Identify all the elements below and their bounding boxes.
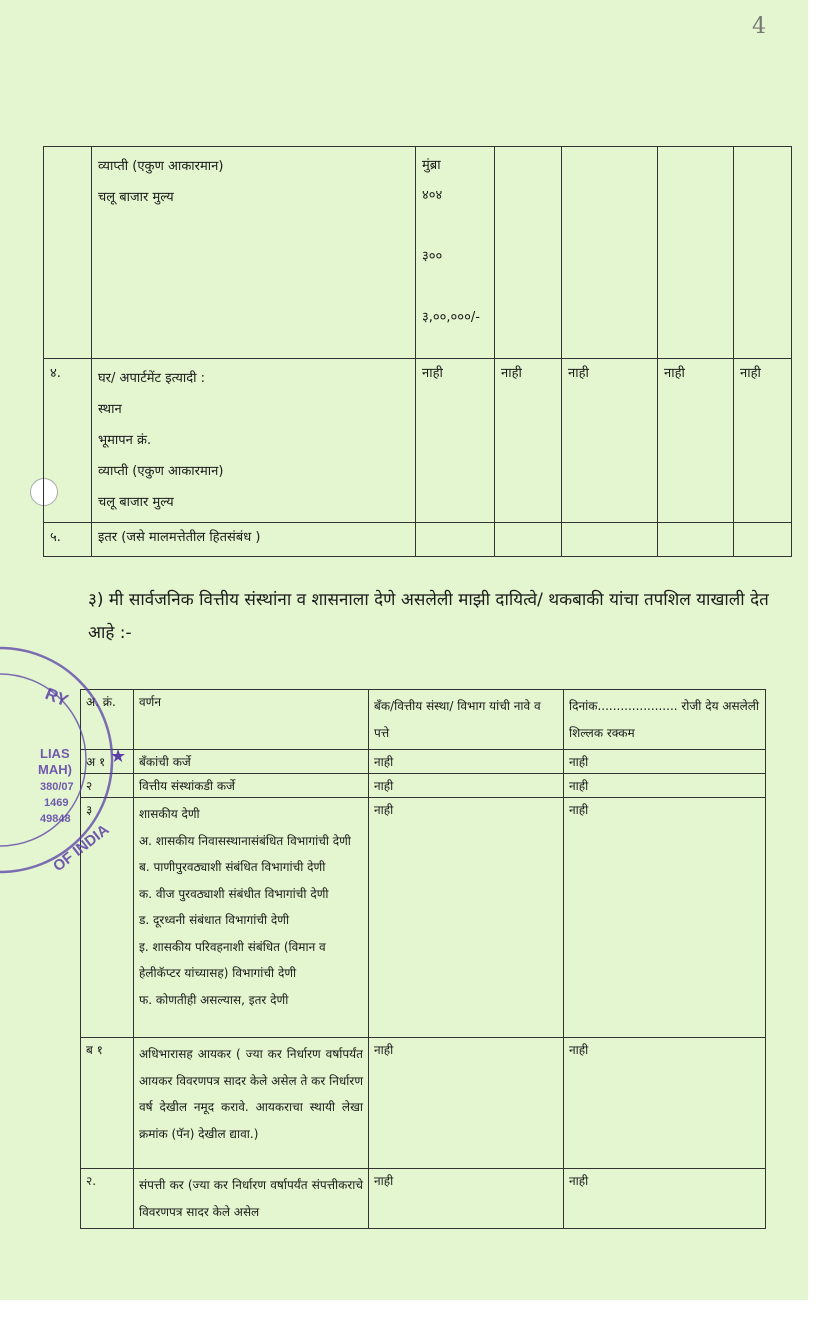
table-cell bbox=[416, 523, 495, 557]
table-cell: नाही bbox=[369, 1169, 564, 1229]
table-cell bbox=[658, 147, 734, 359]
table-cell bbox=[44, 147, 92, 359]
stamp-text: RY bbox=[42, 684, 71, 711]
market-value: ३,००,०००/- bbox=[422, 310, 480, 325]
table-cell bbox=[92, 147, 416, 359]
row-number: अ १ bbox=[81, 750, 134, 774]
table-cell: नाही bbox=[369, 774, 564, 798]
row-line: क. वीज पुरवठ्याशी संबंधीत विभागांची देणी bbox=[139, 886, 329, 901]
table-cell bbox=[92, 359, 416, 523]
row-line: ड. दूरध्वनी संबंधात विभागांची देणी bbox=[139, 913, 290, 927]
header-institution: बॅंक/वित्तीय संस्था/ विभाग यांची नावे व पत्ते bbox=[369, 690, 564, 750]
stamp-text: OF INDIA bbox=[49, 821, 113, 876]
row-number: ब १ bbox=[81, 1038, 134, 1169]
stamp-text: 1469 bbox=[44, 797, 69, 809]
page-number: 4 bbox=[752, 14, 766, 39]
table-cell: नाही bbox=[734, 359, 792, 523]
header-description: वर्णन bbox=[134, 690, 369, 750]
table-row bbox=[81, 1169, 766, 1229]
table-cell: नाही bbox=[562, 359, 658, 523]
stamp-text: LIAS bbox=[40, 746, 70, 761]
survey-number-value: ४०४ bbox=[422, 188, 443, 203]
stamp-text: 49848 bbox=[40, 813, 71, 825]
row-line: स्थान bbox=[98, 402, 122, 417]
row-line: ब. पाणीपुरवठ्याशी संबंधित विभागांची देणी bbox=[139, 860, 326, 874]
table-cell: नाही bbox=[416, 359, 495, 523]
row-line: चलू बाजार मुल्य bbox=[98, 495, 174, 510]
table-row bbox=[44, 523, 792, 557]
table-cell bbox=[658, 523, 734, 557]
table-cell: नाही bbox=[564, 1038, 766, 1169]
table-cell bbox=[495, 147, 562, 359]
table-row bbox=[81, 774, 766, 798]
table-cell: नाही bbox=[658, 359, 734, 523]
table-cell: नाही bbox=[564, 750, 766, 774]
area-value: ३०० bbox=[422, 249, 443, 264]
row-line: फ. कोणतीही असल्यास, इतर देणी bbox=[139, 992, 289, 1007]
property-table bbox=[43, 146, 792, 557]
row-line: घर/ अपार्टमेंट इत्यादी : bbox=[98, 371, 206, 386]
stamp-text: 380/07 bbox=[40, 781, 74, 793]
row-line: इ. शासकीय परिवहनाशी संबंधित (विमान व हेलीकॅप्टर यांच्यासह) विभागांची देणी bbox=[139, 939, 326, 980]
row-line: शासकीय देणी bbox=[139, 807, 200, 821]
table-cell: अधिभारासह आयकर ( ज्या कर निर्धारण वर्षापर्यंत आयकर विवरणपत्र सादर केले असेल ते कर निर्धारण वर्ष देखील नमूद करावे. आयकराचा स्थायी लेखा क्रमांक (पॅन) देखील द्यावा.) bbox=[134, 1038, 369, 1169]
table-cell: नाही bbox=[564, 798, 766, 1038]
row-line: व्याप्ती (एकुण आकारमान) bbox=[98, 464, 224, 479]
table-cell: नाही bbox=[495, 359, 562, 523]
table-cell: नाही bbox=[369, 750, 564, 774]
table-cell bbox=[134, 798, 369, 1038]
row-number: ५. bbox=[44, 523, 92, 557]
table-cell: नाही bbox=[369, 1038, 564, 1169]
table-cell: बॅंकांची कर्जे bbox=[134, 750, 369, 774]
row-number: २ bbox=[81, 774, 134, 798]
header-serial: अ. क्रं. bbox=[81, 690, 134, 750]
table-cell: संपत्ती कर (ज्या कर निर्धारण वर्षापर्यंत संपत्तीकराचे विवरणपत्र सादर केले असेल bbox=[134, 1169, 369, 1229]
row-line: व्याप्ती (एकुण आकारमान) bbox=[98, 159, 224, 174]
table-row bbox=[81, 798, 766, 1038]
table-row bbox=[44, 147, 792, 359]
row-line: अ. शासकीय निवासस्थानासंबंधित विभागांची देणी bbox=[139, 833, 351, 848]
row-line: चलू बाजार मुल्य bbox=[98, 190, 174, 205]
row-number: २. bbox=[81, 1169, 134, 1229]
table-cell: वित्तीय संस्थांकडी कर्जे bbox=[134, 774, 369, 798]
table-cell: नाही bbox=[564, 1169, 766, 1229]
row-number: ४. bbox=[44, 359, 92, 523]
row-number: ३ bbox=[81, 798, 134, 1038]
table-cell bbox=[734, 147, 792, 359]
section-3-paragraph: ३) मी सार्वजनिक वित्तीय संस्थांना व शासनाला देणे असलेली माझी दायित्वे/ थकबाकी यांचा तपशिल याखाली देत आहे :- bbox=[88, 590, 769, 643]
table-cell: नाही bbox=[564, 774, 766, 798]
stamp-text: MAH) bbox=[38, 762, 72, 777]
table-row bbox=[81, 750, 766, 774]
location-value: मुंब्रा bbox=[422, 158, 441, 173]
table-cell bbox=[562, 523, 658, 557]
table-cell bbox=[562, 147, 658, 359]
table-cell bbox=[416, 147, 495, 359]
table-cell bbox=[495, 523, 562, 557]
table-row bbox=[44, 359, 792, 523]
table-row bbox=[81, 1038, 766, 1169]
table-cell bbox=[734, 523, 792, 557]
table-cell: नाही bbox=[369, 798, 564, 1038]
table-cell: इतर (जसे मालमत्तेतील हितसंबंध ) bbox=[92, 523, 416, 557]
header-balance: दिनांक..................... रोजी देय असलेली शिल्लक रक्कम bbox=[564, 690, 766, 750]
liabilities-table bbox=[80, 689, 766, 1229]
row-line: भूमापन क्रं. bbox=[98, 433, 152, 448]
table-header-row bbox=[81, 690, 766, 750]
star-icon: ★ bbox=[110, 746, 127, 767]
